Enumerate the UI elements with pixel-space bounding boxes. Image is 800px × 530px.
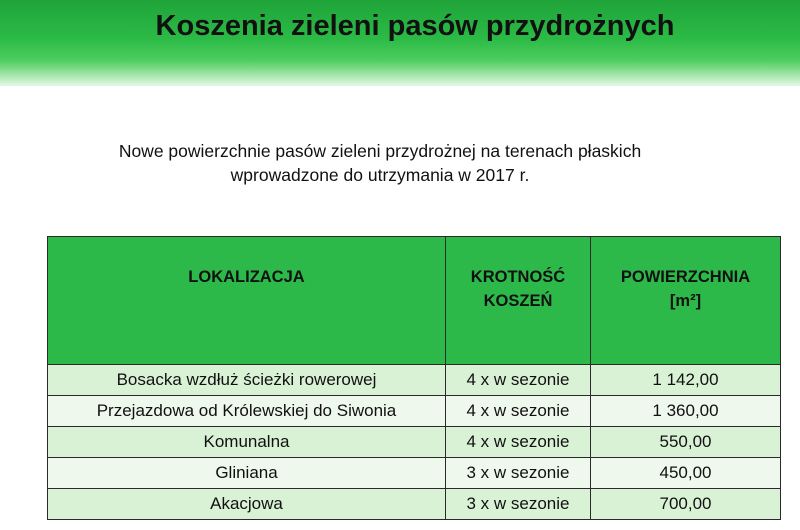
cell-frequency: 3 x w sezonie	[446, 458, 591, 489]
cell-frequency: 3 x w sezonie	[446, 489, 591, 520]
cell-frequency: 4 x w sezonie	[446, 427, 591, 458]
header-frequency-line-2: KOSZEŃ	[483, 292, 553, 310]
table-row	[48, 427, 781, 458]
cell-area: 550,00	[591, 427, 781, 458]
header-area-line-2: [m²]	[669, 292, 702, 310]
mowing-table	[47, 236, 781, 520]
table-row	[48, 396, 781, 427]
header-frequency	[446, 237, 591, 365]
header-frequency-line-1: KROTNOŚĆ	[470, 268, 566, 286]
table-header-row	[48, 237, 781, 365]
header-location-label: LOKALIZACJA	[188, 268, 305, 286]
table-row	[48, 365, 781, 396]
header-area-line-1: POWIERZCHNIA	[620, 268, 751, 286]
cell-location: Komunalna	[48, 427, 446, 458]
cell-area: 1 142,00	[591, 365, 781, 396]
table-row	[48, 458, 781, 489]
page-title: Koszenia zieleni pasów przydrożnych	[155, 10, 675, 42]
cell-frequency: 4 x w sezonie	[446, 365, 591, 396]
cell-location: Przejazdowa od Królewskiej do Siwonia	[48, 396, 446, 427]
header-area	[591, 237, 781, 365]
cell-location: Akacjowa	[48, 489, 446, 520]
subtitle-line-1: Nowe powierzchnie pasów zieleni przydrożnej na terenach płaskich	[118, 141, 642, 161]
cell-area: 450,00	[591, 458, 781, 489]
cell-area: 1 360,00	[591, 396, 781, 427]
cell-location: Gliniana	[48, 458, 446, 489]
cell-location: Bosacka wzdłuż ścieżki rowerowej	[48, 365, 446, 396]
subtitle	[0, 139, 760, 187]
header-location	[48, 237, 446, 365]
subtitle-line-2: wprowadzone do utrzymania w 2017 r.	[230, 165, 530, 185]
cell-area: 700,00	[591, 489, 781, 520]
cell-frequency: 4 x w sezonie	[446, 396, 591, 427]
table-row	[48, 489, 781, 520]
